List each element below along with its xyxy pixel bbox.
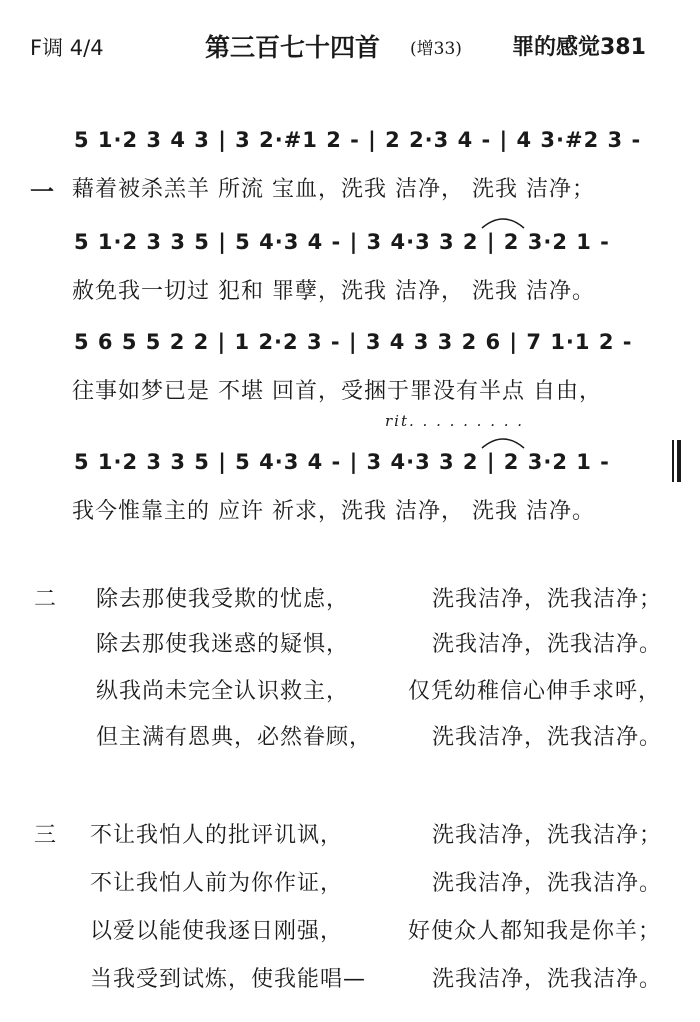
slur-mark (478, 430, 528, 450)
verse-line: 当我受到试炼，使我能唱— (90, 967, 367, 992)
verse-refrain: 洗我洁净，洗我洁净； (432, 587, 663, 612)
notation-line-4: 5 1·2 3 3 5 | 5 4·3 4 - | 3 4·3 3 2 | 2 3·2 1 - (74, 450, 610, 474)
lyric-line-1: 藉着被杀羔羊 所流 宝血，洗我 洁净， 洗我 洁净； (72, 177, 595, 202)
lyric-line-2: 赦免我一切过 犯和 罪孽，洗我 洁净， 洗我 洁净。 (72, 279, 595, 304)
final-barline-thin (672, 440, 674, 482)
final-barline-thick (677, 440, 681, 482)
verse-line: 但主满有恩典，必然眷顾， (96, 725, 373, 750)
notation-line-1: 5 1·2 3 4 3 | 3 2·#1 2 - | 2 2·3 4 - | 4 3·#2 3 - (74, 128, 642, 152)
verse-line: 不让我怕人的批评讥讽， (90, 823, 344, 848)
notation-line-2: 5 1·2 3 3 5 | 5 4·3 4 - | 3 4·3 3 2 | 2 3·2 1 - (74, 230, 610, 254)
verse-refrain: 好使众人都知我是你羊； (408, 919, 662, 944)
verse-refrain: 洗我洁净，洗我洁净。 (432, 871, 663, 896)
verse-number-two: 二 (34, 587, 57, 612)
lyric-line-4: 我今惟靠主的 应许 祈求，洗我 洁净， 洗我 洁净。 (72, 499, 595, 524)
supplement-number: (增33) (410, 39, 462, 59)
verse-line: 纵我尚未完全认识救主， (96, 679, 350, 704)
verse-refrain: 仅凭幼稚信心伸手求呼， (408, 679, 662, 704)
verse-line: 以爱以能使我逐日刚强， (90, 919, 344, 944)
lyric-line-3: 往事如梦已是 不堪 回首，受捆于罪没有半点 自由， (72, 379, 602, 404)
verse-refrain: 洗我洁净，洗我洁净。 (432, 725, 663, 750)
verse-number-one: 一 (30, 178, 54, 206)
verse-line: 除去那使我受欺的忧虑， (96, 587, 350, 612)
verse-line: 除去那使我迷惑的疑惧， (96, 632, 350, 657)
verse-refrain: 洗我洁净，洗我洁净。 (432, 632, 663, 657)
verse-line: 不让我怕人前为你作证， (90, 871, 344, 896)
verse-number-three: 三 (34, 823, 57, 848)
verse-refrain: 洗我洁净，洗我洁净。 (432, 967, 663, 992)
category-and-page: 罪的感觉381 (512, 35, 646, 60)
slur-mark (478, 210, 528, 230)
hymn-title: 第三百七十四首 (205, 33, 381, 62)
key-and-time-signature: F调 4/4 (30, 36, 104, 60)
verse-refrain: 洗我洁净，洗我洁净； (432, 823, 663, 848)
ritardando-mark: rit. . . . . . . . . (385, 412, 525, 430)
notation-line-3: 5 6 5 5 2 2 | 1 2·2 3 - | 3 4 3 3 2 6 | 7 1·1 2 - (74, 330, 633, 354)
